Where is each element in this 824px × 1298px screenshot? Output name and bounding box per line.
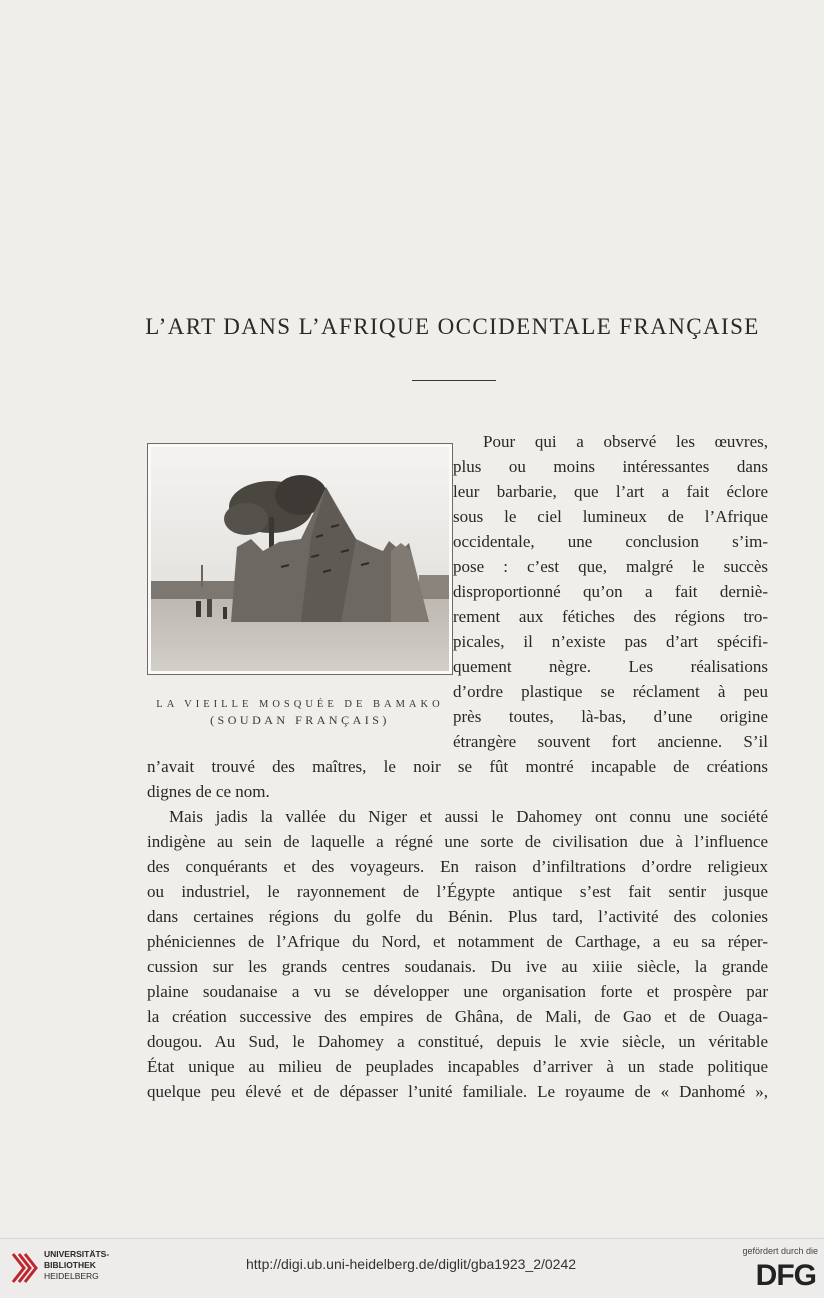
text-line: plaine soudanaise a vu se développer une organisation forte et prospère par [147, 982, 768, 1001]
text-line: picales, il n’existe pas d’art spécifi- [453, 632, 768, 651]
text-line: pose : c’est que, malgré le succès [453, 557, 768, 576]
permalink-url[interactable]: http://digi.ub.uni-heidelberg.de/diglit/gba1923_2/0242 [246, 1256, 577, 1272]
text-line: dougou. Au Sud, le Dahomey a constitué, depuis le xvie siècle, un véritable [147, 1032, 768, 1051]
text-line: ou industriel, le rayonnement de l’Égypte antique s’est fait sentir jusque [147, 882, 768, 901]
library-name-line: BIBLIOTHEK [44, 1260, 96, 1270]
viewer-footer [0, 1238, 824, 1298]
text-line: d’ordre plastique se réclament à peu [453, 682, 768, 701]
text-line: indigène au sein de laquelle a régné une sorte de civilisation due à l’influence [147, 832, 768, 851]
text-line: Mais jadis la vallée du Niger et aussi le Dahomey ont connu une société [169, 807, 768, 826]
text-line: Pour qui a observé les œuvres, [483, 432, 768, 451]
text-line: occidentale, une conclusion s’im- [453, 532, 768, 551]
mosque-illustration [151, 447, 449, 671]
text-line: des conquérants et des voyageurs. En raison d’infiltrations d’ordre religieux [147, 857, 768, 876]
figure-caption-location: (SOUDAN FRANÇAIS) [210, 713, 390, 727]
text-line: disproportionné qu’on a fait derniè- [453, 582, 768, 601]
text-line: dignes de ce nom. [147, 782, 270, 801]
text-line: phéniciennes de l’Afrique du Nord, et notamment de Carthage, a eu sa réper- [147, 932, 768, 951]
figure-caption-title: LA VIEILLE MOSQUÉE DE BAMAKO [156, 699, 444, 710]
text-line: quelque peu élevé et de dépasser l’unité familiale. Le royaume de « Danhomé », [147, 1082, 768, 1101]
dfg-logo[interactable]: DFG [755, 1259, 816, 1292]
article-title: L’ART DANS L’AFRIQUE OCCIDENTALE FRANÇAISE [145, 314, 760, 339]
text-line: État unique au milieu de peuplades incapables d’arriver à un stade politique [147, 1057, 768, 1076]
mosque-photograph [147, 443, 453, 675]
library-logo-icon [9, 1248, 39, 1288]
library-name-line: HEIDELBERG [44, 1271, 99, 1281]
library-name-line: UNIVERSITÄTS- [44, 1249, 110, 1259]
funding-note: gefördert durch die [742, 1246, 818, 1256]
text-line: cussion sur les grands centres soudanais. Du ive au xiiie siècle, la grande [147, 957, 768, 976]
text-line: rement aux fétiches des régions tro- [453, 607, 768, 626]
title-rule [412, 380, 496, 381]
text-line: dans certaines régions du golfe du Bénin. Plus tard, l’activité des colonies [147, 907, 768, 926]
library-name[interactable] [44, 1249, 109, 1282]
text-line: la création successive des empires de Ghâna, de Mali, de Gao et de Ouaga- [147, 1007, 768, 1026]
text-line: plus ou moins intéressantes dans [453, 457, 768, 476]
text-line: leur barbarie, que l’art a fait éclore [453, 482, 768, 501]
text-line: près toutes, là-bas, d’une origine [453, 707, 768, 726]
text-line: quement nègre. Les réalisations [453, 657, 768, 676]
text-line: sous le ciel lumineux de l’Afrique [453, 507, 768, 526]
text-line: n’avait trouvé des maîtres, le noir se fût montré incapable de créations [147, 757, 768, 776]
text-line: étrangère souvent fort ancienne. S’il [453, 732, 768, 751]
